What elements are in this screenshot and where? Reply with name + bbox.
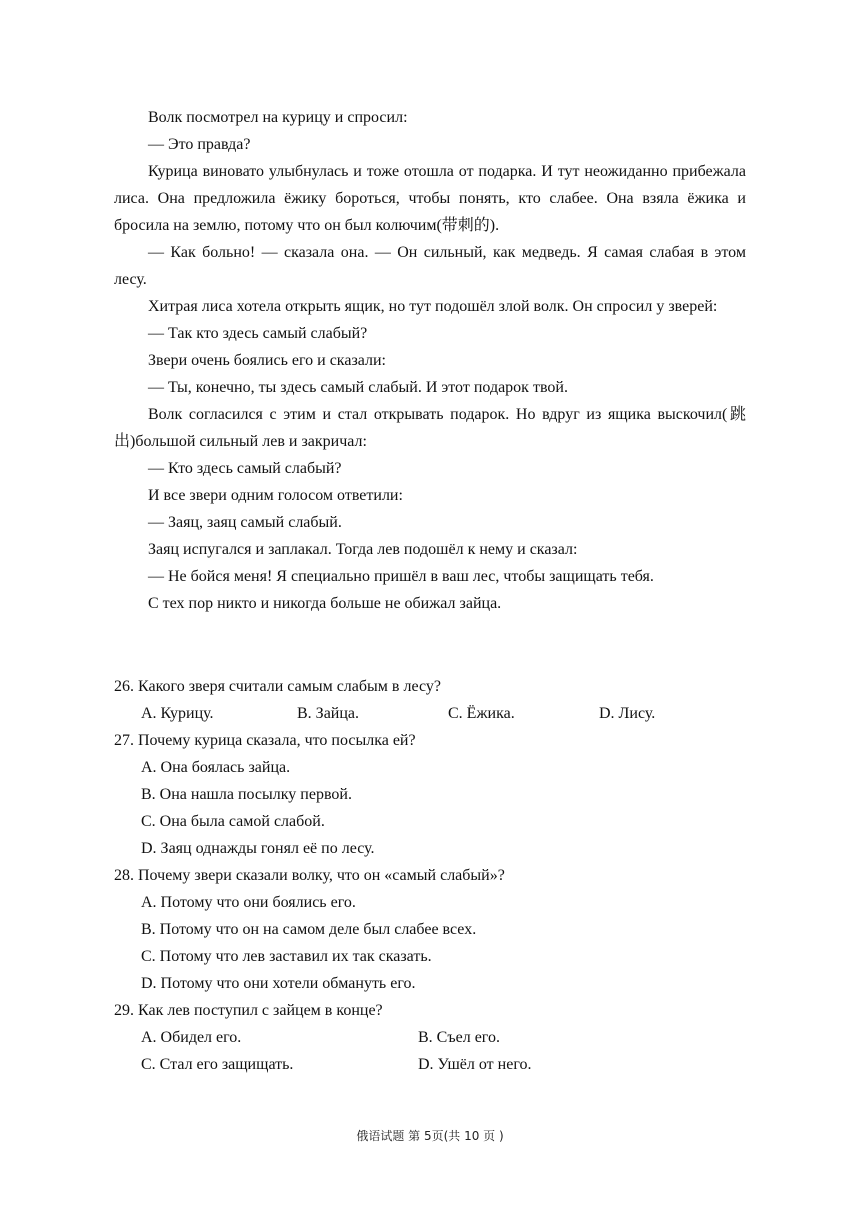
question-27 xyxy=(114,727,746,862)
option-row xyxy=(114,700,746,727)
option-b: B. Потому что он на самом деле был слабее всех. xyxy=(141,921,477,938)
option-d: D. Заяц однажды гонял её по лесу. xyxy=(141,840,375,857)
option-c: C. Стал его защищать. xyxy=(141,1056,294,1073)
option-a: A. Курицу. xyxy=(141,705,214,722)
question-list xyxy=(114,673,746,1078)
question-26 xyxy=(114,673,746,727)
option-c: C. Она была самой слабой. xyxy=(141,813,325,830)
story-paragraph: Волк согласился с этим и стал открывать подарок. Но вдруг из ящика выскочил(跳出)большой сильный лев и закричал: xyxy=(114,406,746,450)
question-stem: 29. Как лев поступил с зайцем в конце? xyxy=(114,1002,383,1019)
page-footer: 俄语试题 第 5页(共 10 页 ) xyxy=(356,1129,504,1143)
option-b: B. Съел его. xyxy=(418,1029,500,1046)
story-paragraph: — Как больно! — сказала она. — Он сильный, как медведь. Я самая слабая в этом лесу. xyxy=(114,244,746,288)
story-paragraph: Звери очень боялись его и сказали: xyxy=(148,352,386,369)
question-stem: 28. Почему звери сказали волку, что он «самый слабый»? xyxy=(114,867,505,884)
option-a: A. Она боялась зайца. xyxy=(141,759,291,776)
story-paragraph: И все звери одним голосом ответили: xyxy=(148,487,403,504)
option-row xyxy=(114,1051,746,1078)
story-text xyxy=(114,104,746,617)
option-d: D. Потому что они хотели обмануть его. xyxy=(141,975,416,992)
story-paragraph: С тех пор никто и никогда больше не обижал зайца. xyxy=(148,595,502,612)
question-stem: 27. Почему курица сказала, что посылка ей? xyxy=(114,732,416,749)
question-stem: 26. Какого зверя считали самым слабым в лесу? xyxy=(114,678,441,695)
story-paragraph: Хитрая лиса хотела открыть ящик, но тут подошёл злой волк. Он спросил у зверей: xyxy=(148,298,718,315)
story-paragraph: — Заяц, заяц самый слабый. xyxy=(148,514,342,531)
option-d: D. Ушёл от него. xyxy=(418,1056,532,1073)
option-c: C. Потому что лев заставил их так сказать. xyxy=(141,948,432,965)
question-29 xyxy=(114,997,746,1078)
story-paragraph: — Это правда? xyxy=(148,136,251,153)
option-c: C. Ёжика. xyxy=(448,705,515,722)
option-d: D. Лису. xyxy=(599,705,656,722)
option-b: B. Она нашла посылку первой. xyxy=(141,786,352,803)
option-row xyxy=(114,1024,746,1051)
story-paragraph: — Ты, конечно, ты здесь самый слабый. И этот подарок твой. xyxy=(148,379,568,396)
story-paragraph: — Не бойся меня! Я специально пришёл в ваш лес, чтобы защищать тебя. xyxy=(148,568,654,585)
question-28 xyxy=(114,862,746,997)
option-a: A. Обидел его. xyxy=(141,1029,242,1046)
story-paragraph: Курица виновато улыбнулась и тоже отошла от подарка. И тут неожиданно прибежала лиса. Она предложила ёжику бороться, чтобы понять, кто слабее. Она взяла ёжика и бросила на землю, потому что он был колючим(带刺的). xyxy=(114,163,746,234)
story-paragraph: — Кто здесь самый слабый? xyxy=(148,460,342,477)
story-paragraph: Волк посмотрел на курицу и спросил: xyxy=(148,109,408,126)
story-paragraph: Заяц испугался и заплакал. Тогда лев подошёл к нему и сказал: xyxy=(148,541,578,558)
option-a: A. Потому что они боялись его. xyxy=(141,894,356,911)
story-paragraph: — Так кто здесь самый слабый? xyxy=(148,325,368,342)
option-b: B. Зайца. xyxy=(297,705,360,722)
